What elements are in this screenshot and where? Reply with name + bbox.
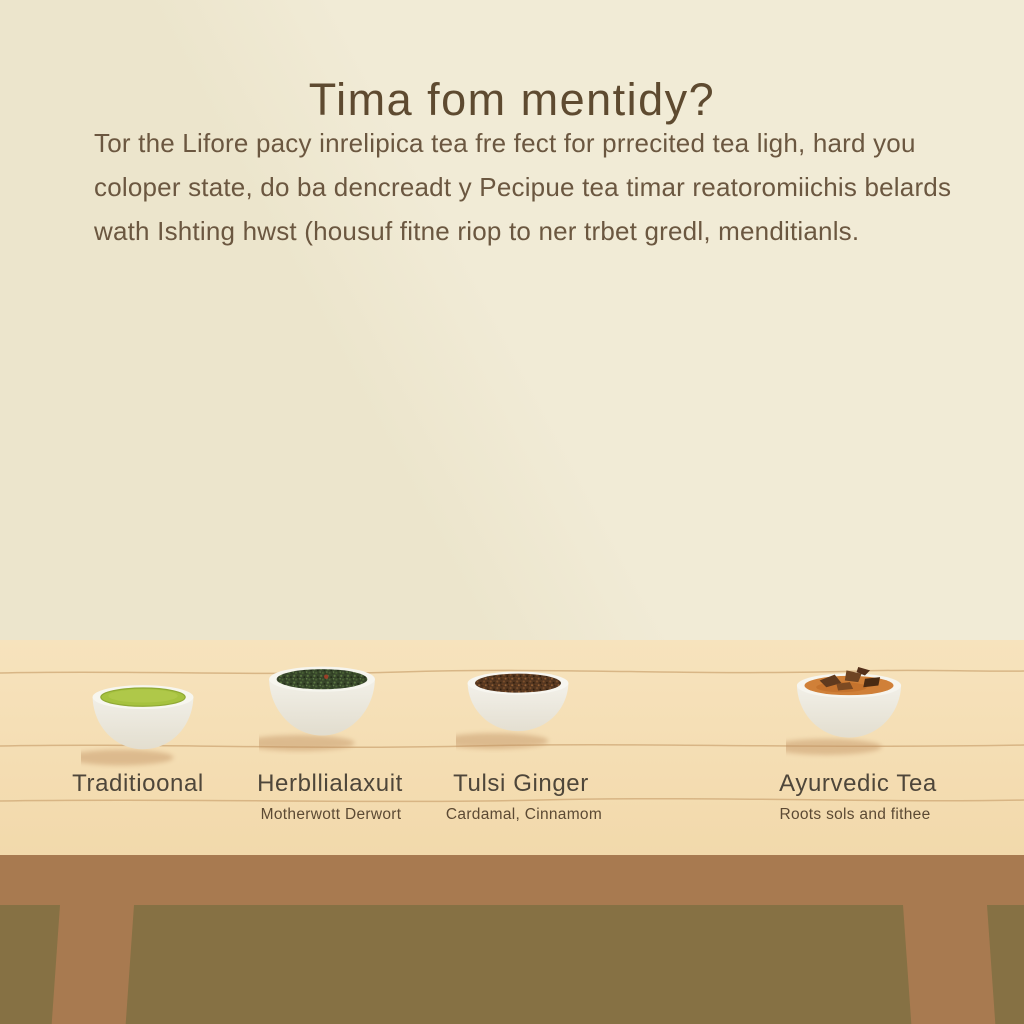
bowl-sublabel-tulsi-ginger: Cardamal, Cinnamom bbox=[445, 806, 603, 823]
bowl-shadow bbox=[786, 739, 882, 755]
bowl-sublabel-herbal: Motherwott Derwort bbox=[260, 806, 402, 823]
dried-herbs-bowl bbox=[259, 654, 385, 755]
bowl-sublabel-ayurvedic: Roots sols and fithee bbox=[779, 806, 931, 823]
table-leg-right bbox=[903, 905, 995, 1024]
bowl-label-ayurvedic: Ayurvedic Tea bbox=[779, 770, 937, 797]
paragraph-line: coloper state, do ba dencreadt y Pecipue tea timar reatoromiichis belards bbox=[94, 172, 952, 202]
paragraph-line: wath Ishting hwst (housuf fitne riop to ner trbet gredl, menditianls. bbox=[94, 216, 860, 246]
red-berry-dot bbox=[324, 674, 328, 678]
under-table-background bbox=[0, 905, 1024, 1024]
liquid-highlight bbox=[108, 689, 177, 702]
green-tea-bowl bbox=[81, 674, 205, 769]
rooibos-bowl bbox=[456, 660, 580, 753]
bowl-shadow bbox=[259, 735, 355, 751]
bowl-shadow bbox=[456, 733, 549, 749]
bowl-label-traditional: Traditioonal bbox=[72, 770, 204, 797]
table-edge bbox=[0, 855, 1024, 905]
paragraph-line: Tor the Lifore pacy inrelipica tea fre fect for prrecited tea ligh, hard you bbox=[94, 128, 916, 158]
bowl-label-herbal: Herbllialaxuit bbox=[257, 770, 403, 797]
bowl-label-tulsi-ginger: Tulsi Ginger bbox=[453, 770, 589, 797]
page-title: Tima fom mentidy? bbox=[308, 74, 716, 126]
intro-paragraph bbox=[94, 121, 974, 253]
bowl-shadow bbox=[81, 750, 174, 766]
wood-grain-line bbox=[0, 799, 1024, 802]
spiced-tea-bowl bbox=[786, 662, 912, 759]
table-leg-left bbox=[52, 905, 134, 1024]
